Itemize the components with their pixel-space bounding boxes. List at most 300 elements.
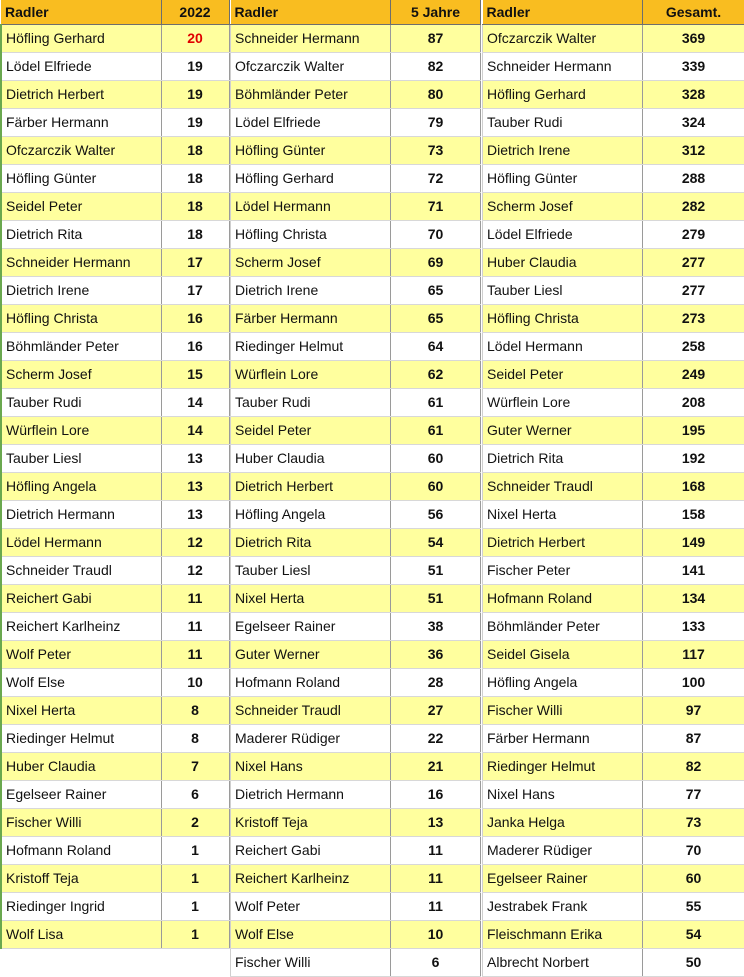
rider-name-cell[interactable]: Dietrich Irene	[1, 276, 161, 304]
table-row	[1, 108, 229, 136]
rider-name-cell[interactable]: Ofczarczik Walter	[483, 24, 643, 52]
rider-value-cell[interactable]: 54	[643, 920, 744, 948]
table-row	[1, 332, 229, 360]
table-row	[231, 360, 481, 388]
rider-name-cell[interactable]: Lödel Hermann	[231, 192, 391, 220]
rider-value-cell[interactable]: 19	[161, 52, 229, 80]
table-row	[231, 640, 481, 668]
rider-name-cell[interactable]: Höfling Christa	[483, 304, 643, 332]
rider-value-cell[interactable]: 17	[161, 276, 229, 304]
rider-value-cell[interactable]: 19	[161, 80, 229, 108]
rider-name-cell[interactable]: Tauber Rudi	[483, 108, 643, 136]
rider-value-cell[interactable]: 64	[391, 332, 481, 360]
table-row	[483, 836, 744, 864]
rider-name-cell[interactable]: Tauber Rudi	[1, 388, 161, 416]
rider-value-cell[interactable]: 1	[161, 864, 229, 892]
table-row	[483, 416, 744, 444]
rider-value-cell[interactable]: 195	[643, 416, 744, 444]
rider-name-cell[interactable]: Fischer Willi	[1, 808, 161, 836]
rider-value-cell[interactable]: 82	[391, 52, 481, 80]
table-row	[483, 472, 744, 500]
rider-name-cell[interactable]: Riedinger Ingrid	[1, 892, 161, 920]
rider-value-cell[interactable]: 8	[161, 696, 229, 724]
rider-value-cell[interactable]: 158	[643, 500, 744, 528]
rider-name-cell[interactable]: Fischer Willi	[231, 948, 391, 976]
rider-name-cell[interactable]: Riedinger Helmut	[231, 332, 391, 360]
rider-value-cell[interactable]: 38	[391, 612, 481, 640]
column-header-name[interactable]: Radler	[1, 0, 161, 24]
rider-name-cell[interactable]: Albrecht Norbert	[483, 948, 643, 976]
rider-name-cell[interactable]: Fleischmann Erika	[483, 920, 643, 948]
table-row	[231, 500, 481, 528]
rider-name-cell[interactable]: Schneider Hermann	[231, 24, 391, 52]
rider-name-cell[interactable]: Böhmländer Peter	[483, 612, 643, 640]
rider-name-cell[interactable]: Ofczarczik Walter	[231, 52, 391, 80]
rider-name-cell[interactable]: Huber Claudia	[1, 752, 161, 780]
table-row	[231, 948, 481, 976]
rider-name-cell[interactable]: Hofmann Roland	[1, 836, 161, 864]
table-row	[483, 52, 744, 80]
rider-name-cell[interactable]: Hofmann Roland	[231, 668, 391, 696]
rider-value-cell[interactable]: 18	[161, 136, 229, 164]
rider-value-cell[interactable]: 208	[643, 388, 744, 416]
rider-name-cell[interactable]: Höfling Christa	[231, 220, 391, 248]
rider-value-cell[interactable]: 11	[161, 640, 229, 668]
rider-name-cell[interactable]: Dietrich Irene	[231, 276, 391, 304]
rider-value-cell[interactable]: 51	[391, 584, 481, 612]
table-row	[1, 696, 229, 724]
rider-value-cell[interactable]: 149	[643, 528, 744, 556]
table-row	[483, 220, 744, 248]
table-row	[483, 388, 744, 416]
rider-value-cell[interactable]: 12	[161, 528, 229, 556]
rider-name-cell[interactable]: Hofmann Roland	[483, 584, 643, 612]
rider-name-cell[interactable]: Färber Hermann	[1, 108, 161, 136]
table-row	[1, 556, 229, 584]
rider-value-cell[interactable]: 1	[161, 892, 229, 920]
table-row	[1, 136, 229, 164]
table-row	[483, 304, 744, 332]
rider-name-cell[interactable]: Reichert Karlheinz	[231, 864, 391, 892]
rider-value-cell[interactable]: 312	[643, 136, 744, 164]
rider-name-cell[interactable]: Tauber Rudi	[231, 388, 391, 416]
table-row	[231, 388, 481, 416]
rider-name-cell[interactable]: Höfling Günter	[483, 164, 643, 192]
table-2022	[0, 0, 230, 976]
rider-name-cell[interactable]: Höfling Günter	[1, 164, 161, 192]
rider-value-cell[interactable]: 2	[161, 808, 229, 836]
table-row	[231, 668, 481, 696]
rider-value-cell[interactable]: 51	[391, 556, 481, 584]
rider-value-cell[interactable]: 13	[161, 500, 229, 528]
rider-name-cell[interactable]: Dietrich Rita	[231, 528, 391, 556]
rider-name-cell[interactable]: Tauber Liesl	[483, 276, 643, 304]
rider-value-cell[interactable]: 339	[643, 52, 744, 80]
rider-value-cell[interactable]: 56	[391, 500, 481, 528]
table-row	[231, 472, 481, 500]
table-row	[1, 52, 229, 80]
rider-value-cell[interactable]: 70	[391, 220, 481, 248]
rider-value-cell[interactable]: 6	[391, 948, 481, 976]
table-row	[1, 808, 229, 836]
column-header-value[interactable]: Gesamt.	[643, 0, 744, 24]
rider-value-cell[interactable]: 60	[643, 864, 744, 892]
rider-value-cell[interactable]: 133	[643, 612, 744, 640]
rider-name-cell[interactable]: Jestrabek Frank	[483, 892, 643, 920]
table-row	[231, 584, 481, 612]
rider-name-cell[interactable]: Nixel Herta	[483, 500, 643, 528]
rider-value-cell[interactable]: 54	[391, 528, 481, 556]
rider-name-cell[interactable]: Riedinger Helmut	[483, 752, 643, 780]
column-header-value[interactable]: 5 Jahre	[391, 0, 481, 24]
rider-value-cell[interactable]: 1	[161, 920, 229, 948]
table-row	[231, 220, 481, 248]
rider-value-cell[interactable]: 6	[161, 780, 229, 808]
table-row	[483, 920, 744, 948]
rider-value-cell[interactable]: 10	[391, 920, 481, 948]
rider-name-cell[interactable]: Würflein Lore	[231, 360, 391, 388]
rider-value-cell[interactable]: 50	[643, 948, 744, 976]
rider-name-cell[interactable]: Böhmländer Peter	[231, 80, 391, 108]
table-row	[1, 164, 229, 192]
rider-name-cell[interactable]: Kristoff Teja	[231, 808, 391, 836]
rider-value-cell[interactable]: 19	[161, 108, 229, 136]
rider-name-cell[interactable]: Nixel Hans	[483, 780, 643, 808]
rider-value-cell[interactable]: 73	[391, 136, 481, 164]
table-row	[1, 444, 229, 472]
rider-name-cell[interactable]: Fischer Willi	[483, 696, 643, 724]
table-row	[1, 276, 229, 304]
rider-name-cell[interactable]: Dietrich Herbert	[231, 472, 391, 500]
rider-name-cell[interactable]: Maderer Rüdiger	[483, 836, 643, 864]
rider-value-cell[interactable]: 61	[391, 416, 481, 444]
rider-value-cell[interactable]: 11	[391, 836, 481, 864]
rider-name-cell[interactable]: Guter Werner	[483, 416, 643, 444]
rider-name-cell[interactable]: Guter Werner	[231, 640, 391, 668]
table-row	[1, 920, 229, 948]
rider-value-cell[interactable]: 168	[643, 472, 744, 500]
rider-value-cell[interactable]: 36	[391, 640, 481, 668]
rider-value-cell[interactable]: 16	[161, 332, 229, 360]
rider-value-cell[interactable]: 87	[391, 24, 481, 52]
rider-name-cell[interactable]: Maderer Rüdiger	[231, 724, 391, 752]
rider-name-cell[interactable]: Höfling Gerhard	[231, 164, 391, 192]
rider-name-cell[interactable]: Schneider Hermann	[483, 52, 643, 80]
rider-value-cell[interactable]: 1	[161, 836, 229, 864]
empty-row	[1, 948, 229, 976]
table-row	[231, 108, 481, 136]
rider-name-cell[interactable]: Egelseer Rainer	[231, 612, 391, 640]
rider-value-cell[interactable]: 273	[643, 304, 744, 332]
table-row	[1, 864, 229, 892]
rider-value-cell[interactable]: 65	[391, 276, 481, 304]
rider-name-cell[interactable]: Höfling Angela	[231, 500, 391, 528]
rider-name-cell[interactable]: Fischer Peter	[483, 556, 643, 584]
rider-value-cell[interactable]: 13	[161, 444, 229, 472]
rider-name-cell[interactable]: Reichert Gabi	[1, 584, 161, 612]
rider-name-cell[interactable]: Dietrich Herbert	[483, 528, 643, 556]
column-header-name[interactable]: Radler	[231, 0, 391, 24]
rider-value-cell[interactable]: 282	[643, 192, 744, 220]
rider-name-cell[interactable]: Dietrich Hermann	[1, 500, 161, 528]
table-row	[1, 640, 229, 668]
table-row	[483, 248, 744, 276]
table-row	[231, 808, 481, 836]
table-row	[483, 108, 744, 136]
header-row	[231, 0, 481, 24]
rider-value-cell[interactable]: 100	[643, 668, 744, 696]
rider-name-cell[interactable]: Egelseer Rainer	[483, 864, 643, 892]
rider-name-cell[interactable]: Janka Helga	[483, 808, 643, 836]
rider-value-cell[interactable]: 18	[161, 192, 229, 220]
rider-value-cell[interactable]: 80	[391, 80, 481, 108]
table-row	[231, 304, 481, 332]
rider-name-cell[interactable]: Wolf Else	[1, 668, 161, 696]
rider-value-cell[interactable]: 249	[643, 360, 744, 388]
table-row	[1, 612, 229, 640]
rider-value-cell[interactable]: 141	[643, 556, 744, 584]
rider-value-cell[interactable]: 16	[391, 780, 481, 808]
table-row	[483, 444, 744, 472]
table-row	[1, 24, 229, 52]
rider-name-cell[interactable]: Riedinger Helmut	[1, 724, 161, 752]
table-row	[231, 332, 481, 360]
table-row	[483, 164, 744, 192]
rider-name-cell[interactable]: Nixel Herta	[231, 584, 391, 612]
table-row	[231, 416, 481, 444]
table-row	[1, 892, 229, 920]
table-row	[483, 556, 744, 584]
rider-name-cell[interactable]: Dietrich Rita	[1, 220, 161, 248]
rider-name-cell[interactable]: Böhmländer Peter	[1, 332, 161, 360]
rider-name-cell[interactable]: Wolf Lisa	[1, 920, 161, 948]
rider-name-cell[interactable]: Wolf Else	[231, 920, 391, 948]
table-row	[231, 136, 481, 164]
rider-value-cell[interactable]: 328	[643, 80, 744, 108]
rider-name-cell[interactable]: Ofczarczik Walter	[1, 136, 161, 164]
rider-value-cell[interactable]: 27	[391, 696, 481, 724]
rider-value-cell[interactable]: 69	[391, 248, 481, 276]
rider-name-cell[interactable]: Schneider Traudl	[483, 472, 643, 500]
rider-value-cell[interactable]: 18	[161, 164, 229, 192]
rider-value-cell[interactable]: 192	[643, 444, 744, 472]
table-row	[1, 80, 229, 108]
rider-value-cell[interactable]: 22	[391, 724, 481, 752]
column-header-value[interactable]: 2022	[161, 0, 229, 24]
table-row	[231, 276, 481, 304]
table-row	[1, 472, 229, 500]
rider-value-cell[interactable]: 277	[643, 248, 744, 276]
table-body	[483, 24, 744, 976]
rider-name-cell[interactable]: Tauber Liesl	[1, 444, 161, 472]
table-5-jahre	[230, 0, 481, 977]
rider-name-cell[interactable]: Kristoff Teja	[1, 864, 161, 892]
table-row	[483, 892, 744, 920]
rider-value-cell[interactable]: 60	[391, 444, 481, 472]
rider-name-cell[interactable]: Färber Hermann	[231, 304, 391, 332]
rider-name-cell[interactable]: Dietrich Irene	[483, 136, 643, 164]
table-row	[1, 500, 229, 528]
rider-value-cell[interactable]: 13	[161, 472, 229, 500]
rider-name-cell[interactable]: Huber Claudia	[483, 248, 643, 276]
rider-name-cell[interactable]: Schneider Hermann	[1, 248, 161, 276]
rider-name-cell[interactable]: Höfling Angela	[1, 472, 161, 500]
table-row	[231, 80, 481, 108]
rider-value-cell[interactable]: 73	[643, 808, 744, 836]
rider-name-cell[interactable]: Egelseer Rainer	[1, 780, 161, 808]
table-row	[483, 808, 744, 836]
rider-name-cell[interactable]: Dietrich Hermann	[231, 780, 391, 808]
table-row	[231, 864, 481, 892]
table-row	[1, 668, 229, 696]
rider-value-cell[interactable]: 8	[161, 724, 229, 752]
table-row	[483, 192, 744, 220]
rider-name-cell[interactable]: Reichert Gabi	[231, 836, 391, 864]
table-row	[483, 500, 744, 528]
table-row	[483, 276, 744, 304]
rider-value-cell[interactable]: 12	[161, 556, 229, 584]
rider-value-cell[interactable]: 20	[161, 24, 229, 52]
rider-name-cell[interactable]: Scherm Josef	[231, 248, 391, 276]
rider-name-cell[interactable]: Lödel Elfriede	[231, 108, 391, 136]
rider-value-cell[interactable]: 7	[161, 752, 229, 780]
rider-name-cell[interactable]: Nixel Herta	[1, 696, 161, 724]
rider-name-cell[interactable]: Reichert Karlheinz	[1, 612, 161, 640]
rider-value-cell[interactable]: 61	[391, 388, 481, 416]
rider-value-cell[interactable]: 117	[643, 640, 744, 668]
rider-value-cell[interactable]: 71	[391, 192, 481, 220]
table-row	[1, 724, 229, 752]
table-row	[231, 528, 481, 556]
rider-name-cell[interactable]: Tauber Liesl	[231, 556, 391, 584]
table-row	[483, 724, 744, 752]
rider-value-cell[interactable]: 65	[391, 304, 481, 332]
rider-name-cell[interactable]: Dietrich Herbert	[1, 80, 161, 108]
rider-value-cell[interactable]: 277	[643, 276, 744, 304]
rider-value-cell[interactable]: 17	[161, 248, 229, 276]
rider-name-cell[interactable]: Dietrich Rita	[483, 444, 643, 472]
table-row	[483, 528, 744, 556]
rider-value-cell[interactable]: 11	[161, 584, 229, 612]
table-row	[483, 584, 744, 612]
table-row	[231, 780, 481, 808]
table-gesamt	[482, 0, 744, 977]
rider-name-cell[interactable]: Seidel Peter	[483, 360, 643, 388]
table-row	[483, 24, 744, 52]
rider-name-cell[interactable]: Schneider Traudl	[1, 556, 161, 584]
table-row	[1, 780, 229, 808]
rider-value-cell[interactable]: 55	[643, 892, 744, 920]
rider-value-cell[interactable]: 77	[643, 780, 744, 808]
rider-value-cell[interactable]: 324	[643, 108, 744, 136]
header-row	[1, 0, 229, 24]
table-row	[231, 752, 481, 780]
table-body	[231, 24, 481, 976]
table-row	[483, 360, 744, 388]
rider-value-cell[interactable]: 62	[391, 360, 481, 388]
table-row	[483, 668, 744, 696]
table-row	[231, 836, 481, 864]
rider-name-cell[interactable]: Höfling Christa	[1, 304, 161, 332]
rider-name-cell[interactable]: Höfling Angela	[483, 668, 643, 696]
header-row	[483, 0, 744, 24]
rider-name-cell[interactable]: Höfling Gerhard	[483, 80, 643, 108]
table-row	[483, 640, 744, 668]
rider-value-cell[interactable]: 14	[161, 388, 229, 416]
rider-name-cell[interactable]: Lödel Hermann	[1, 528, 161, 556]
rider-name-cell[interactable]: Scherm Josef	[1, 360, 161, 388]
rider-value-cell[interactable]: 60	[391, 472, 481, 500]
table-row	[1, 360, 229, 388]
rider-name-cell[interactable]: Lödel Elfriede	[483, 220, 643, 248]
rider-value-cell[interactable]: 11	[161, 612, 229, 640]
rider-value-cell[interactable]: 279	[643, 220, 744, 248]
table-row	[231, 892, 481, 920]
rider-name-cell[interactable]: Scherm Josef	[483, 192, 643, 220]
table-row	[231, 696, 481, 724]
rider-value-cell[interactable]: 82	[643, 752, 744, 780]
rider-name-cell[interactable]: Höfling Günter	[231, 136, 391, 164]
rider-name-cell[interactable]: Höfling Gerhard	[1, 24, 161, 52]
table-row	[231, 192, 481, 220]
rider-name-cell[interactable]: Nixel Hans	[231, 752, 391, 780]
rider-value-cell[interactable]: 288	[643, 164, 744, 192]
rider-value-cell[interactable]: 21	[391, 752, 481, 780]
rider-name-cell[interactable]: Schneider Traudl	[231, 696, 391, 724]
table-row	[231, 52, 481, 80]
table-row	[483, 696, 744, 724]
rider-value-cell[interactable]: 11	[391, 864, 481, 892]
empty-cell	[161, 948, 229, 976]
rider-name-cell[interactable]: Seidel Peter	[1, 192, 161, 220]
table-row	[231, 24, 481, 52]
rider-value-cell[interactable]: 369	[643, 24, 744, 52]
rider-value-cell[interactable]: 28	[391, 668, 481, 696]
table-row	[483, 612, 744, 640]
rider-name-cell[interactable]: Wolf Peter	[231, 892, 391, 920]
table-row	[1, 836, 229, 864]
rider-value-cell[interactable]: 16	[161, 304, 229, 332]
rider-value-cell[interactable]: 14	[161, 416, 229, 444]
rider-name-cell[interactable]: Huber Claudia	[231, 444, 391, 472]
rider-value-cell[interactable]: 134	[643, 584, 744, 612]
rider-value-cell[interactable]: 10	[161, 668, 229, 696]
rider-value-cell[interactable]: 70	[643, 836, 744, 864]
table-row	[483, 80, 744, 108]
table-row	[1, 192, 229, 220]
rider-value-cell[interactable]: 72	[391, 164, 481, 192]
rider-value-cell[interactable]: 13	[391, 808, 481, 836]
rider-name-cell[interactable]: Würflein Lore	[1, 416, 161, 444]
rider-value-cell[interactable]: 11	[391, 892, 481, 920]
rider-name-cell[interactable]: Wolf Peter	[1, 640, 161, 668]
rider-name-cell[interactable]: Würflein Lore	[483, 388, 643, 416]
table-row	[483, 948, 744, 976]
rider-name-cell[interactable]: Seidel Gisela	[483, 640, 643, 668]
rider-value-cell[interactable]: 15	[161, 360, 229, 388]
rider-value-cell[interactable]: 87	[643, 724, 744, 752]
rider-name-cell[interactable]: Seidel Peter	[231, 416, 391, 444]
table-row	[231, 612, 481, 640]
rider-name-cell[interactable]: Lödel Elfriede	[1, 52, 161, 80]
rider-value-cell[interactable]: 97	[643, 696, 744, 724]
rider-value-cell[interactable]: 79	[391, 108, 481, 136]
column-header-name[interactable]: Radler	[483, 0, 643, 24]
rider-name-cell[interactable]: Färber Hermann	[483, 724, 643, 752]
rider-name-cell[interactable]: Lödel Hermann	[483, 332, 643, 360]
rider-value-cell[interactable]: 18	[161, 220, 229, 248]
rider-value-cell[interactable]: 258	[643, 332, 744, 360]
